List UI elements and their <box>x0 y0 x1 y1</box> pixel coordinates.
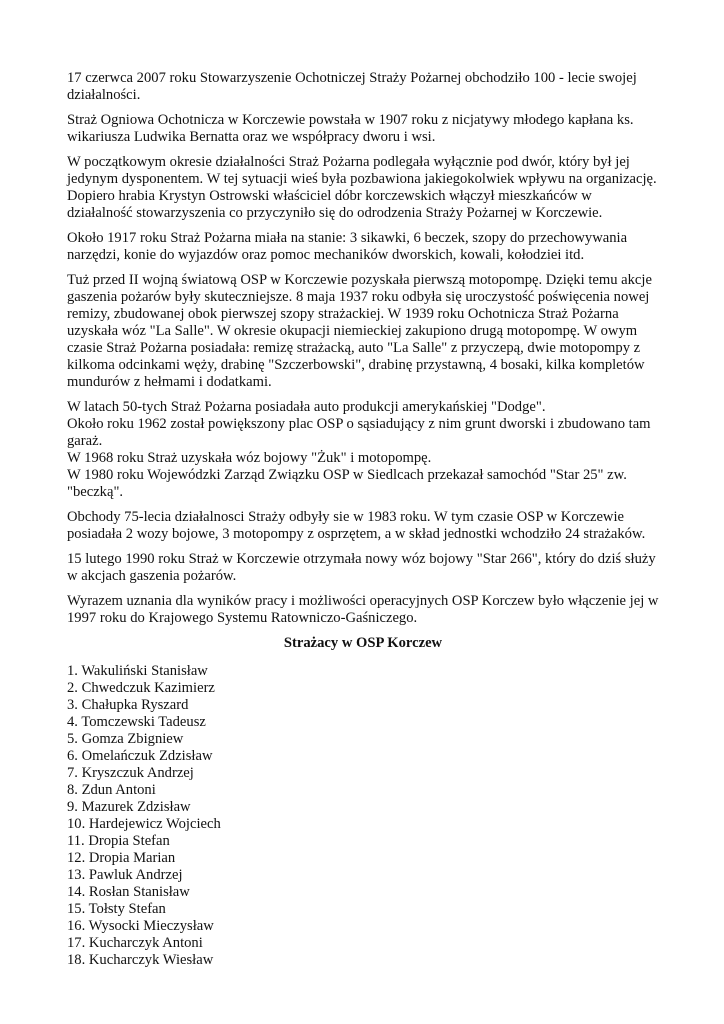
paragraph-anniversary: 17 czerwca 2007 roku Stowarzyszenie Ochotniczej Straży Pożarnej obchodziło 100 - lecie swojej działalności. <box>67 70 637 103</box>
paragraph-ksrg: Wyrazem uznania dla wyników pracy i możliwości operacyjnych OSP Korczew było włączenie jej w 1997 roku do Krajowego Systemu Ratowniczo-Gaśniczego. <box>67 593 659 626</box>
history-line-dodge: W latach 50-tych Straż Pożarna posiadała auto produkcji amerykańskiej "Dodge". <box>67 399 546 415</box>
roster-item: 7. Kryszczuk Andrzej <box>67 765 194 781</box>
history-line-star25: W 1980 roku Wojewódzki Zarząd Związku OSP w Siedlcach przekazał samochód "Star 25" zw. "beczką". <box>67 467 627 500</box>
roster-item: 11. Dropia Stefan <box>67 833 170 849</box>
roster-item: 3. Chałupka Ryszard <box>67 697 189 713</box>
roster-item: 4. Tomczewski Tadeusz <box>67 714 206 730</box>
roster-item: 1. Wakuliński Stanisław <box>67 663 208 679</box>
document-page <box>67 70 659 969</box>
paragraph-75th-anniversary: Obchody 75-lecia działalnosci Straży odbyły sie w 1983 roku. W tym czasie OSP w Korczewie posiadała 2 wozy bojowe, 3 motopompy z osprzętem, a w skład jednostki wchodziło 24 strażaków. <box>67 509 646 542</box>
roster-list <box>67 663 659 969</box>
roster-item: 18. Kucharczyk Wiesław <box>67 952 214 968</box>
paragraph-early-period: W początkowym okresie działalności Straż Pożarna podlegała wyłącznie pod dwór, który był jej jedynym dysponentem. W tej sytuacji wieś była pozbawiona jakiegokolwiek wpływu na organizację. Dopiero hrabia Krystyn Ostrowski właściciel dóbr korczewskich włączył mieszkańców w działalność stowarzyszenia co przyczyniło się do odrodzenia Straży Pożarnej w Korczewie. <box>67 154 657 221</box>
roster-item: 5. Gomza Zbigniew <box>67 731 184 747</box>
paragraph-prewar: Tuż przed II wojną światową OSP w Korczewie pozyskała pierwszą motopompę. Dzięki temu akcje gaszenia pożarów były skuteczniejsze. 8 maja 1937 roku odbyła się uroczystość poświęcenia nowej remizy, zbudowanej obok pierwszej szopy strażackiej. W 1939 roku Ochotnicza Straż Pożarna uzyskała wóz "La Salle". W okresie okupacji niemieckiej zakupiono drugą motopompę. W owym czasie Straż Pożarna posiadała: remizę strażacką, auto "La Salle" z przyczepą, dwie motopompy z kilkoma odcinkami węży, drabinę "Szczerbowski", drabinę przystawną, 4 bosaki, kilka kompletów mundurów z hełmami i dodatkami. <box>67 272 652 390</box>
roster-item: 17. Kucharczyk Antoni <box>67 935 203 951</box>
roster-item: 16. Wysocki Mieczysław <box>67 918 214 934</box>
roster-item: 14. Rosłan Stanisław <box>67 884 190 900</box>
roster-item: 6. Omelańczuk Zdzisław <box>67 748 213 764</box>
paragraph-star266: 15 lutego 1990 roku Straż w Korczewie otrzymała nowy wóz bojowy "Star 266", który do dziś służy w akcjach gaszenia pożarów. <box>67 551 656 584</box>
roster-item: 2. Chwedczuk Kazimierz <box>67 680 215 696</box>
roster-item: 9. Mazurek Zdzisław <box>67 799 191 815</box>
history-block <box>67 399 659 501</box>
history-line-zuk: W 1968 roku Straż uzyskała wóz bojowy "Żuk" i motopompę. <box>67 450 432 466</box>
roster-heading: Strażacy w OSP Korczew <box>283 635 443 651</box>
paragraph-founding: Straż Ogniowa Ochotnicza w Korczewie powstała w 1907 roku z nicjatywy młodego kapłana ks. wikariusza Ludwika Bernatta oraz we współpracy dworu i wsi. <box>67 112 634 145</box>
roster-item: 13. Pawluk Andrzej <box>67 867 183 883</box>
roster-item: 15. Tołsty Stefan <box>67 901 166 917</box>
roster-item: 8. Zdun Antoni <box>67 782 156 798</box>
roster-item: 12. Dropia Marian <box>67 850 176 866</box>
roster-item: 10. Hardejewicz Wojciech <box>67 816 221 832</box>
history-line-garage: Około roku 1962 został powiększony plac OSP o sąsiadujący z nim grunt dworski i zbudowano tam garaż. <box>67 416 651 449</box>
paragraph-equipment-1917: Około 1917 roku Straż Pożarna miała na stanie: 3 sikawki, 6 beczek, szopy do przechowywania narzędzi, konie do wyjazdów oraz pomoc mechaników dworskich, kowali, kołodziei itd. <box>67 230 628 263</box>
